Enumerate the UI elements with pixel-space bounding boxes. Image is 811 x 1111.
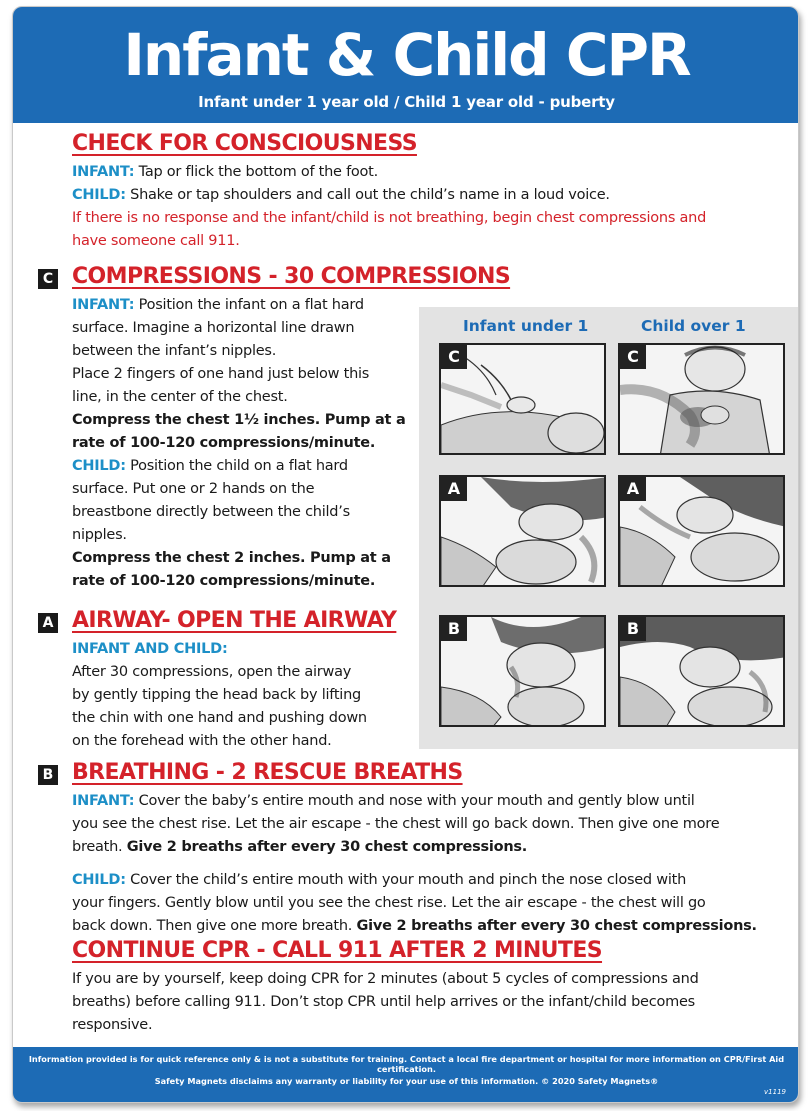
illustration-infant-airway xyxy=(439,475,606,587)
page-subtitle: Infant under 1 year old / Child 1 year old - puberty xyxy=(198,93,615,111)
text-line: Compress the chest 1½ inches. Pump at a xyxy=(72,412,406,428)
infant-label: INFANT: xyxy=(72,297,135,313)
text-line: Give 2 breaths after every 30 chest compressions. xyxy=(126,839,528,855)
breathing-body xyxy=(72,790,794,938)
child-instruction: Shake or tap shoulders and call out the child’s name in a loud voice. xyxy=(125,187,610,203)
panel-badge: B xyxy=(620,617,646,641)
text-line: by gently tipping the head back by lifting xyxy=(72,687,361,703)
airway-heading: AIRWAY- OPEN THE AIRWAY xyxy=(72,608,397,633)
column-label-child: Child over 1 xyxy=(641,317,746,335)
text-line: rate of 100-120 compressions/minute. xyxy=(72,573,376,589)
text-line: your fingers. Gently blow until you see the chest rise. Let the air escape - the chest will go xyxy=(72,895,706,911)
text-line: Compress the chest 2 inches. Pump at a xyxy=(72,550,391,566)
illustration-infant-compressions xyxy=(439,343,606,455)
cpr-illustration-panel xyxy=(419,307,799,749)
text-line: Cover the child’s entire mouth with your mouth and pinch the nose closed with xyxy=(125,872,687,888)
text-line: responsive. xyxy=(72,1017,153,1033)
version-code: v1119 xyxy=(764,1088,786,1096)
airway-body xyxy=(72,638,417,753)
text-line: breastbone directly between the child’s xyxy=(72,504,350,520)
text-line: If you are by yourself, keep doing CPR for 2 minutes (about 5 cycles of compressions and xyxy=(72,971,699,987)
compressions-heading: COMPRESSIONS - 30 COMPRESSIONS xyxy=(72,264,511,289)
header-banner xyxy=(13,7,799,123)
text-line: on the forehead with the other hand. xyxy=(72,733,332,749)
infant-and-child-label: INFANT AND CHILD: xyxy=(72,641,228,657)
consciousness-heading: CHECK FOR CONSCIOUSNESS xyxy=(72,131,417,156)
child-label: CHILD: xyxy=(72,872,126,888)
footer-disclaimer xyxy=(13,1047,799,1103)
text-line: breaths) before calling 911. Don’t stop CPR until help arrives or the infant/child becomes xyxy=(72,994,695,1010)
text-line: line, in the center of the chest. xyxy=(72,389,288,405)
breathing-heading: BREATHING - 2 RESCUE BREATHS xyxy=(72,760,463,785)
text-line: back down. Then give one more breath. xyxy=(72,918,357,934)
text-line: surface. Imagine a horizontal line drawn xyxy=(72,320,355,336)
illustration-child-breathing xyxy=(618,615,785,727)
step-badge-c: C xyxy=(38,269,58,289)
text-line: surface. Put one or 2 hands on the xyxy=(72,481,315,497)
infant-label: INFANT: xyxy=(72,793,135,809)
child-label: CHILD: xyxy=(72,187,126,203)
disclaimer-line: Safety Magnets disclaims any warranty or liability for your use of this information. © 2020 Safety Magnets® xyxy=(154,1076,659,1086)
continue-heading: CONTINUE CPR - CALL 911 AFTER 2 MINUTES xyxy=(72,938,603,963)
text-line: After 30 compressions, open the airway xyxy=(72,664,352,680)
consciousness-body xyxy=(72,161,792,253)
illustration-infant-breathing xyxy=(439,615,606,727)
text-line: breath. xyxy=(72,839,127,855)
text-line: Place 2 fingers of one hand just below this xyxy=(72,366,370,382)
panel-badge: C xyxy=(441,345,467,369)
infant-instruction: Tap or flick the bottom of the foot. xyxy=(134,164,378,180)
text-line: the chin with one hand and pushing down xyxy=(72,710,367,726)
illustration-child-airway xyxy=(618,475,785,587)
panel-badge: A xyxy=(441,477,467,501)
text-line: you see the chest rise. Let the air escape - the chest will go back down. Then give one more xyxy=(72,816,720,832)
text-line: Give 2 breaths after every 30 chest compressions. xyxy=(356,918,757,934)
child-label: CHILD: xyxy=(72,458,126,474)
text-line: between the infant’s nipples. xyxy=(72,343,277,359)
text-line: Cover the baby’s entire mouth and nose with your mouth and gently blow until xyxy=(134,793,695,809)
panel-badge: B xyxy=(441,617,467,641)
warning-line: If there is no response and the infant/child is not breathing, begin chest compressions and xyxy=(72,210,707,226)
step-badge-a: A xyxy=(38,613,58,633)
compressions-body xyxy=(72,294,417,593)
column-label-infant: Infant under 1 xyxy=(463,317,589,335)
continue-body xyxy=(72,968,794,1037)
text-line: rate of 100-120 compressions/minute. xyxy=(72,435,376,451)
infant-label: INFANT: xyxy=(72,164,135,180)
panel-badge: A xyxy=(620,477,646,501)
text-line: Position the child on a flat hard xyxy=(125,458,348,474)
disclaimer-line: Information provided is for quick reference only & is not a substitute for training. Contact a local fire department or hospital for more information on CPR/First Aid certification. xyxy=(28,1054,785,1074)
cpr-card xyxy=(12,6,799,1103)
text-line: nipples. xyxy=(72,527,127,543)
page-title: Infant & Child CPR xyxy=(123,21,690,89)
warning-line: have someone call 911. xyxy=(72,233,240,249)
step-badge-b: B xyxy=(38,765,58,785)
illustration-child-compressions xyxy=(618,343,785,455)
panel-badge: C xyxy=(620,345,646,369)
text-line: Position the infant on a flat hard xyxy=(134,297,364,313)
